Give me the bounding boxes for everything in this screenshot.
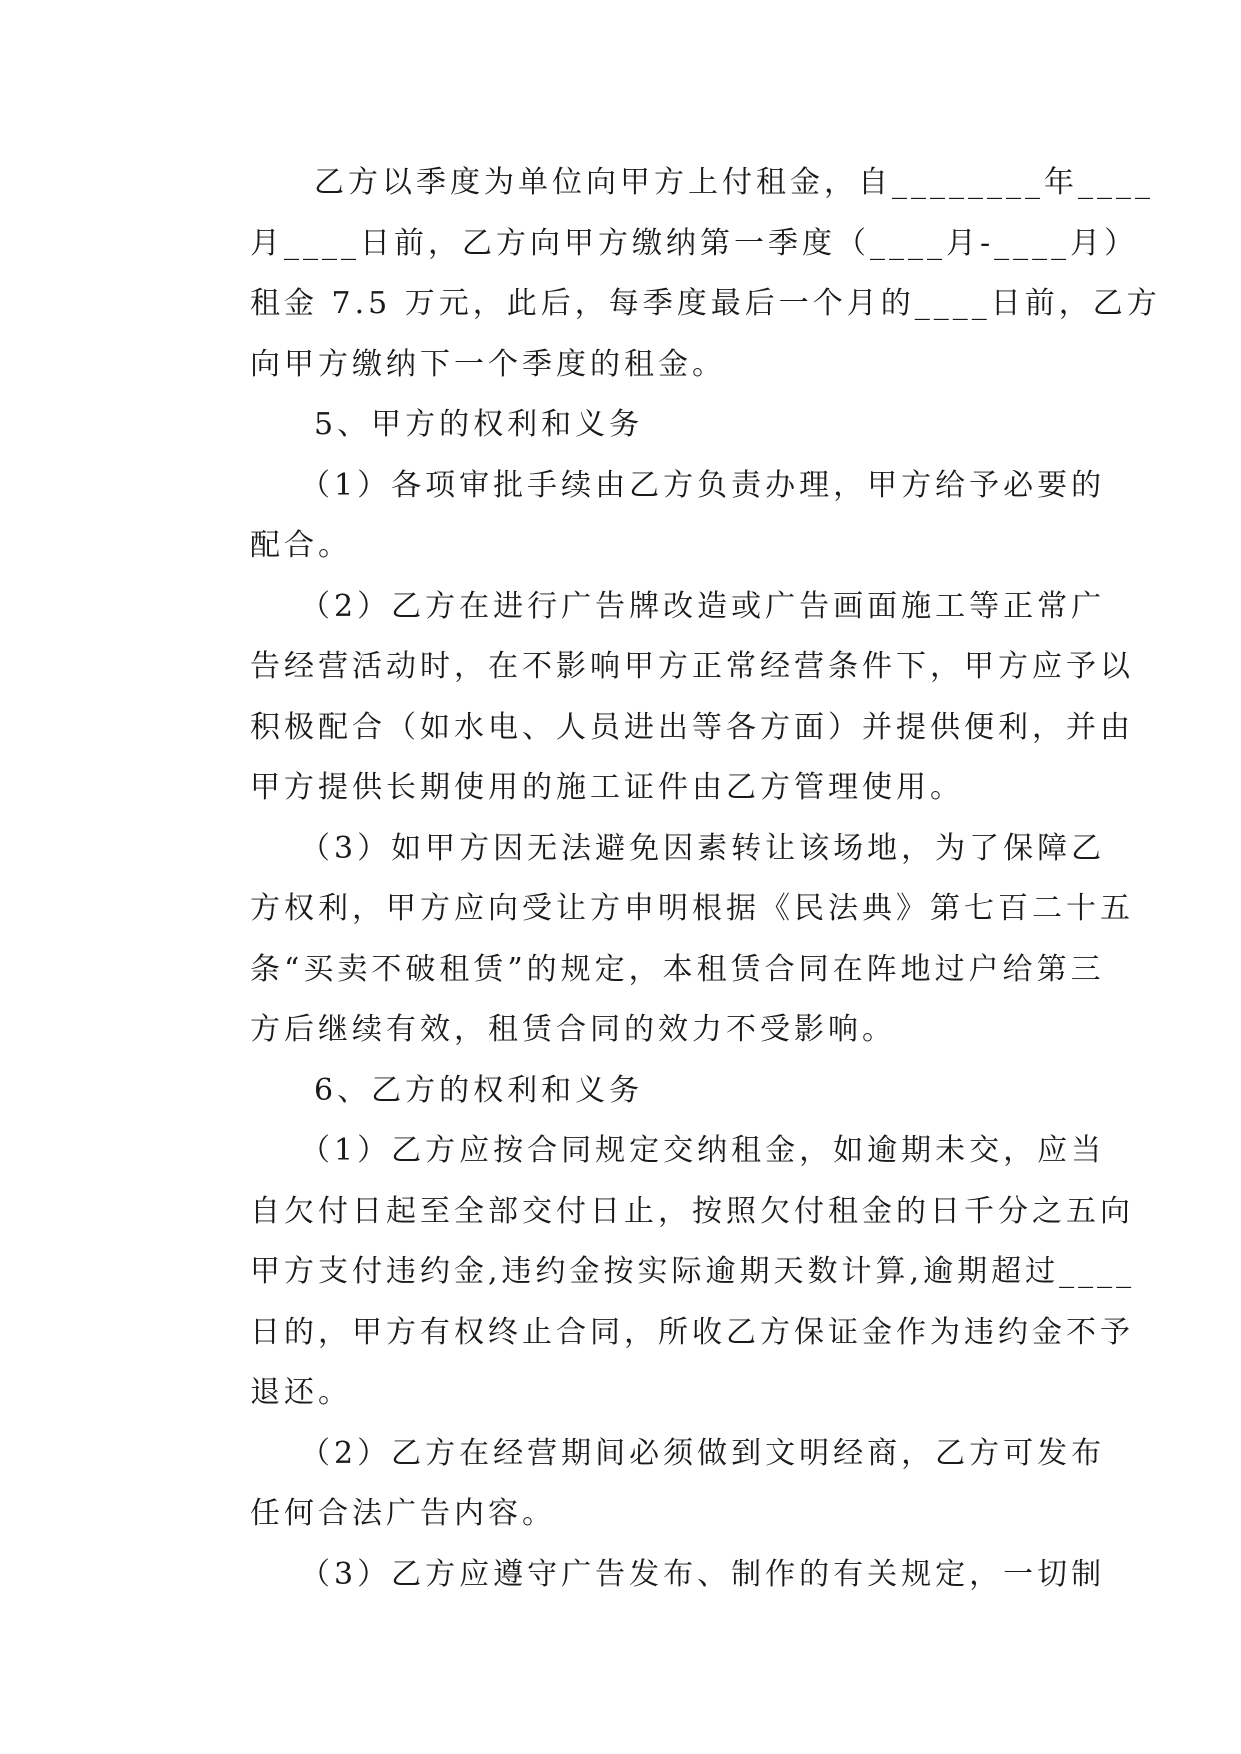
section-5-item-2 (190, 577, 1134, 819)
text-line: （1）各项审批手续由乙方负责办理，甲方给予必要的 (300, 467, 1106, 503)
text-line: 配合。 (250, 528, 352, 563)
text-line: 条“买卖不破租赁”的规定，本租赁合同在阵地过户给第三 (250, 951, 1105, 987)
section-heading-text: 5、甲方的权利和义务 (314, 407, 644, 442)
section-6-item-2 (190, 1424, 1106, 1545)
text-line: 甲方提供长期使用的施工证件由乙方管理使用。 (250, 770, 964, 805)
text-line: 乙方以季度为单位向甲方上付租金，自________年____ (314, 165, 1154, 200)
text-line: 方后继续有效，租赁合同的效力不受影响。 (250, 1012, 896, 1047)
text-line: （2）乙方在经营期间必须做到文明经商，乙方可发布 (300, 1435, 1106, 1471)
text-line: 租金 7.5 万元，此后，每季度最后一个月的____日前，乙方 (250, 286, 1161, 321)
paragraph-rent-payment (190, 153, 1161, 395)
text-line: （2）乙方在进行广告牌改造或广告画面施工等正常广 (300, 588, 1106, 624)
section-heading-text: 6、乙方的权利和义务 (314, 1072, 644, 1108)
text-line: （3）乙方应遵守广告发布、制作的有关规定，一切制 (300, 1556, 1106, 1592)
text-line: 方权利，甲方应向受让方申明根据《民法典》第七百二十五 (250, 891, 1134, 926)
section-6-item-1 (190, 1121, 1136, 1424)
section-heading-6 (190, 1061, 1052, 1122)
text-line: （1）乙方应按合同规定交纳租金，如逾期未交，应当 (300, 1133, 1106, 1168)
text-line: 退还。 (250, 1375, 352, 1410)
text-line: 自欠付日起至全部交付日止，按照欠付租金的日千分之五向 (250, 1193, 1134, 1229)
text-line: 甲方支付违约金,违约金按实际逾期天数计算,逾期超过____ (250, 1254, 1136, 1289)
text-line: 任何合法广告内容。 (250, 1496, 556, 1531)
section-6-item-3 (190, 1545, 1106, 1606)
section-heading-5 (190, 395, 1052, 456)
document-body (190, 153, 1161, 1605)
text-line: 告经营活动时，在不影响甲方正常经营条件下，甲方应予以 (250, 649, 1134, 684)
text-line: 向甲方缴纳下一个季度的租金。 (250, 346, 726, 382)
section-5-item-3 (190, 819, 1134, 1061)
text-line: 月____日前，乙方向甲方缴纳第一季度（____月-____月） (250, 225, 1139, 261)
text-line: 日的，甲方有权终止合同，所收乙方保证金作为违约金不予 (250, 1314, 1134, 1350)
text-line: 积极配合（如水电、人员进出等各方面）并提供便利，并由 (250, 709, 1134, 745)
text-line: （3）如甲方因无法避免因素转让该场地，为了保障乙 (300, 830, 1106, 866)
section-5-item-1 (190, 456, 1106, 577)
